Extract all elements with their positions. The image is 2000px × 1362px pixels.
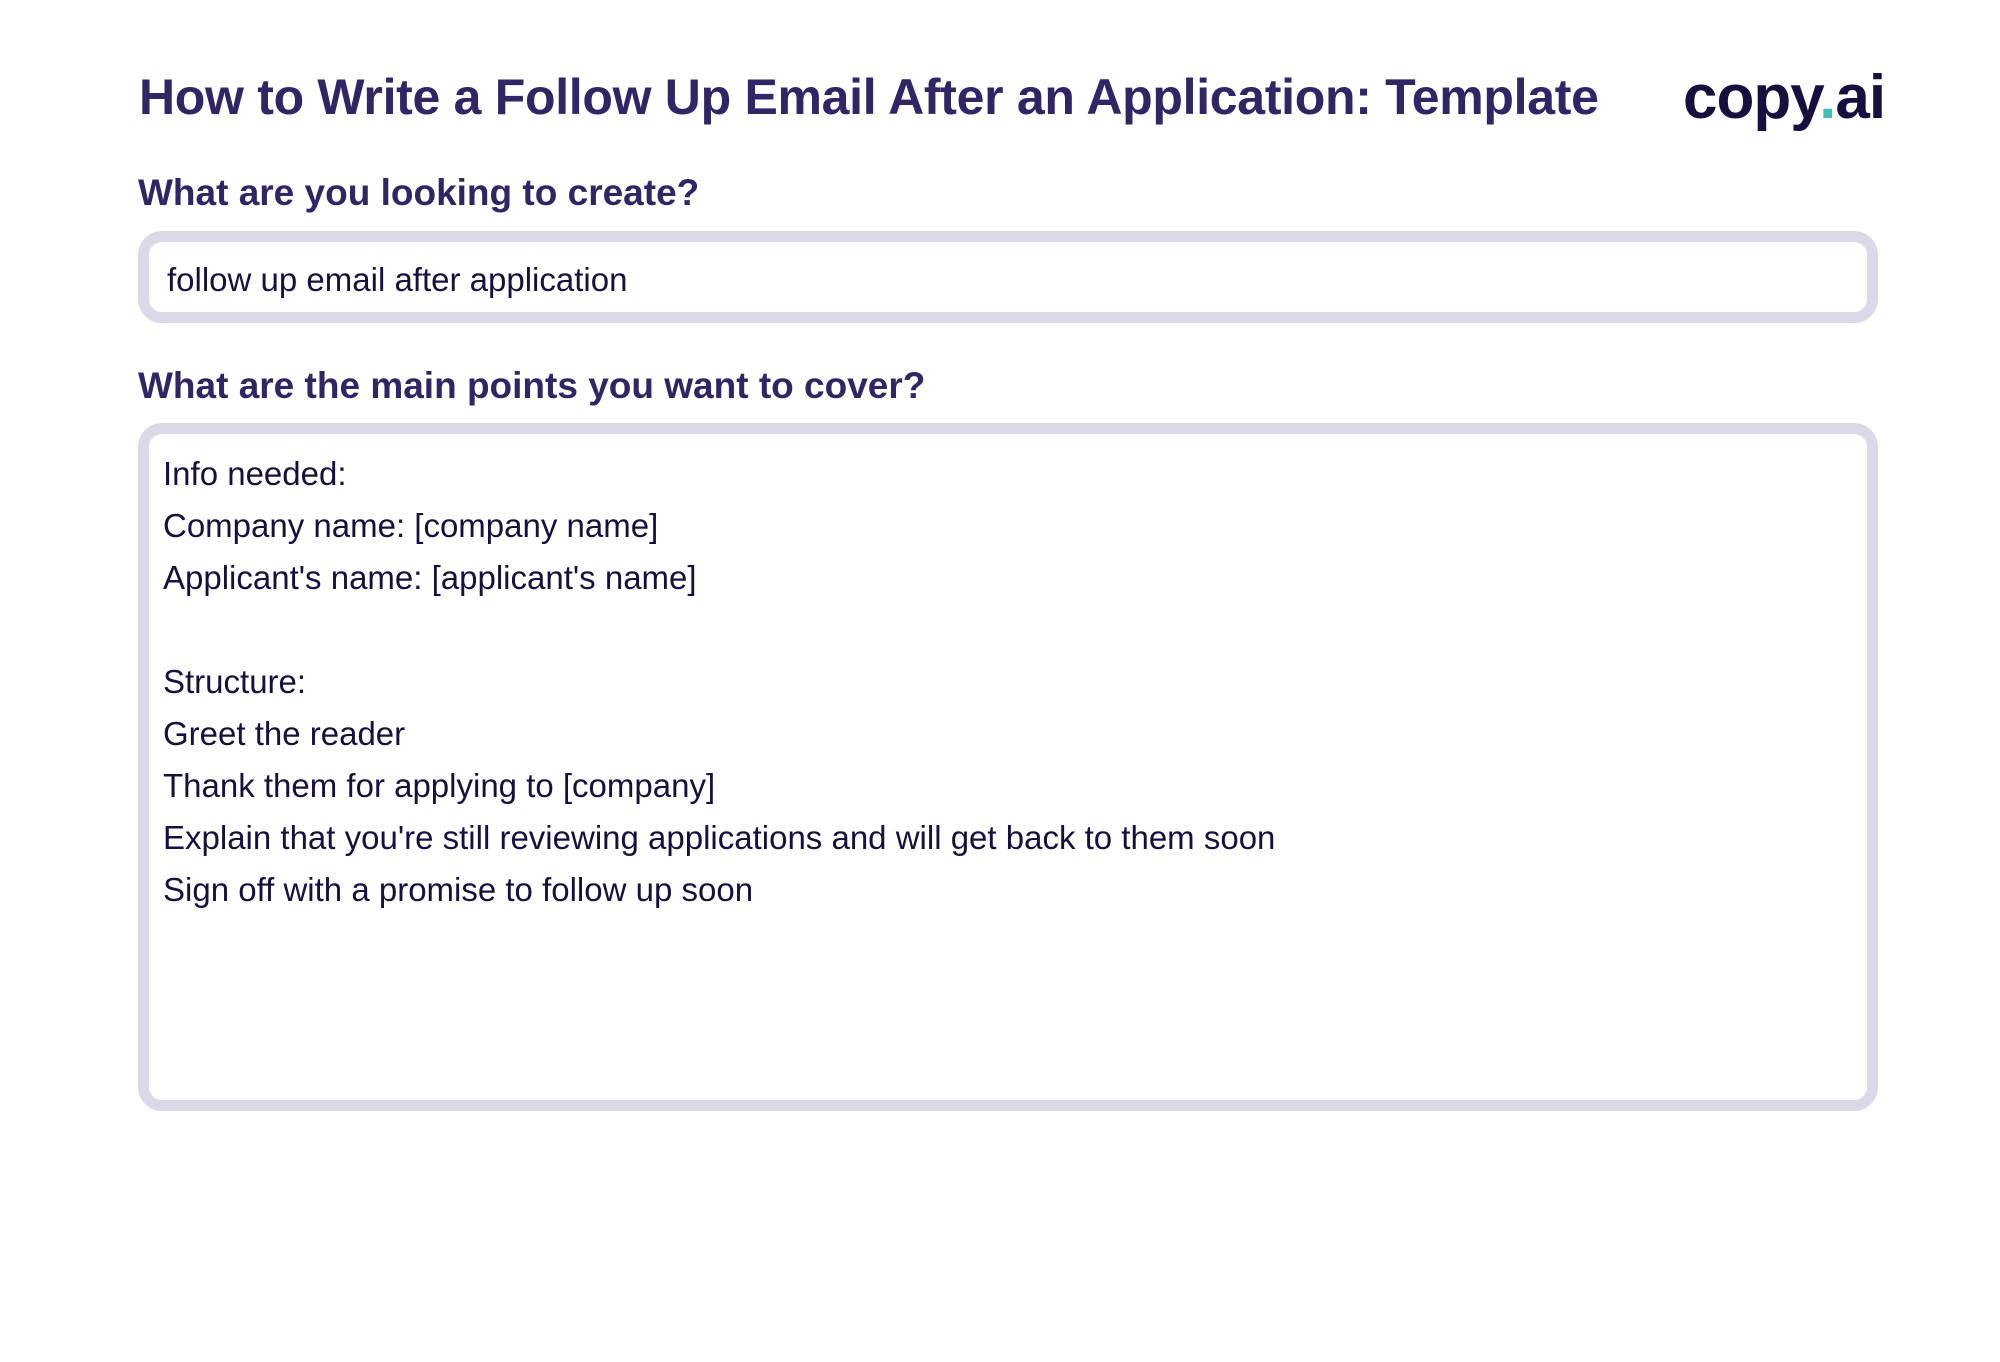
create-input[interactable] <box>138 231 1878 323</box>
points-line: Company name: [company name] <box>163 507 659 544</box>
points-line: Structure: <box>163 663 307 700</box>
copy-ai-logo <box>1683 62 1885 133</box>
points-line <box>163 604 1275 656</box>
points-text[interactable] <box>163 448 1275 916</box>
points-line: Sign off with a promise to follow up soon <box>163 871 754 908</box>
points-line: Applicant's name: [applicant's name] <box>163 559 697 596</box>
points-line: Info needed: <box>163 455 347 492</box>
logo-text-copy: copy <box>1683 63 1820 132</box>
points-textarea[interactable] <box>138 423 1878 1111</box>
points-line: Greet the reader <box>163 715 406 752</box>
logo-dot: . <box>1819 63 1836 132</box>
create-input-value[interactable]: follow up email after application <box>167 261 628 298</box>
logo-text-ai: ai <box>1835 63 1886 132</box>
points-label: What are the main points you want to cover? <box>138 365 926 406</box>
create-label: What are you looking to create? <box>138 172 700 213</box>
points-line: Explain that you're still reviewing applications and will get back to them soon <box>163 819 1276 856</box>
points-line: Thank them for applying to [company] <box>163 767 716 804</box>
page-title: How to Write a Follow Up Email After an Application: Template <box>139 69 1599 125</box>
